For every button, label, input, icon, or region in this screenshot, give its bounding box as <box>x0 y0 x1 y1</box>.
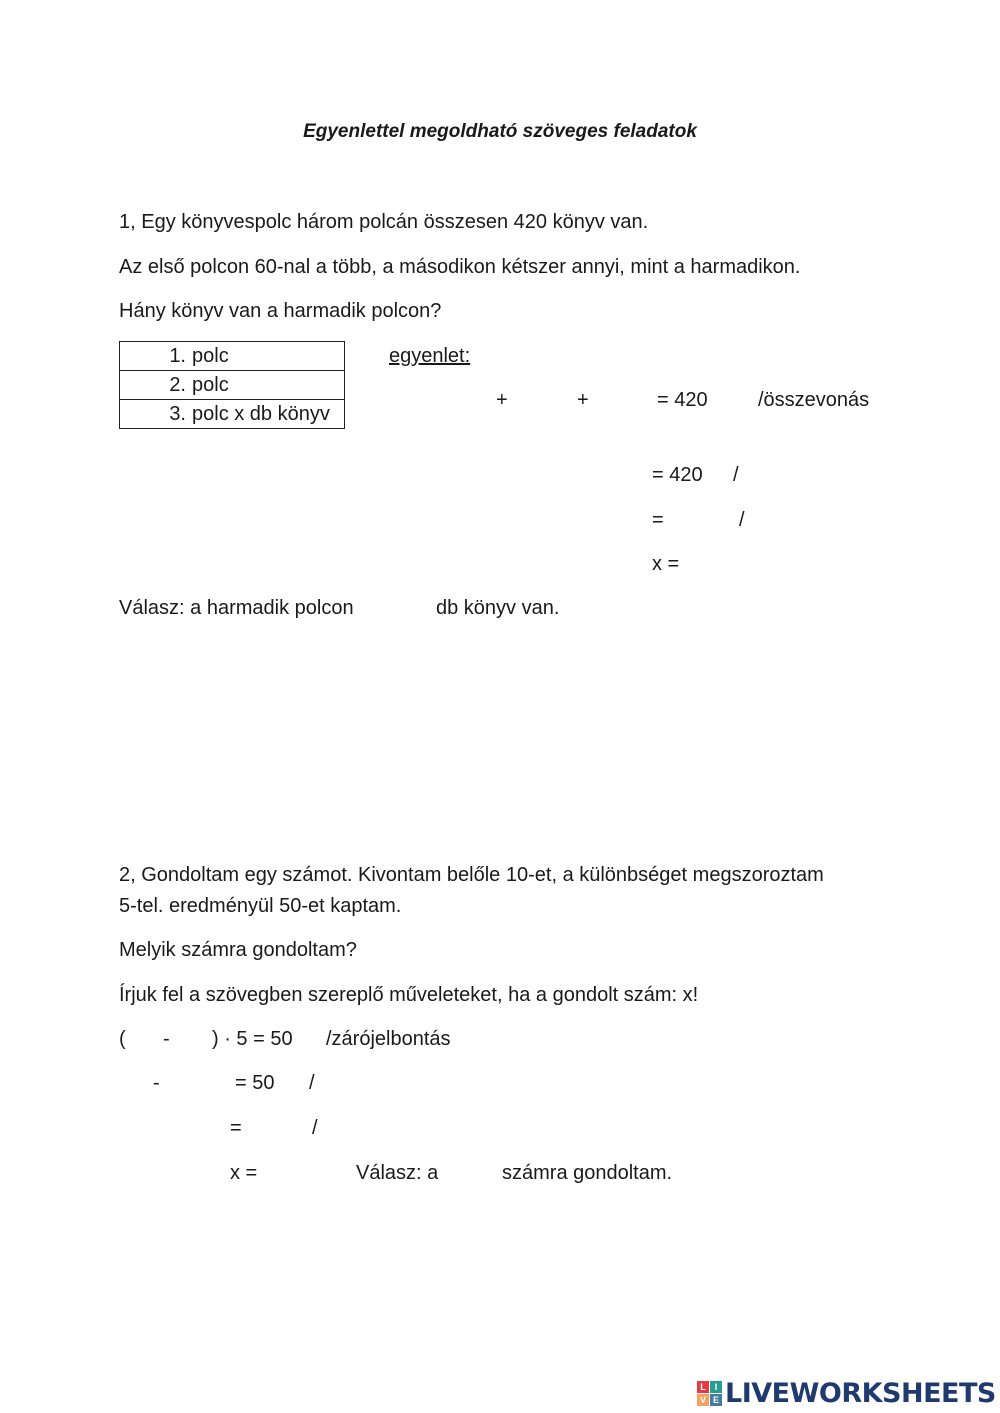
logo-square: L <box>697 1381 709 1393</box>
t2-answer-end: számra gondoltam. <box>502 1162 673 1184</box>
liveworksheets-logo <box>697 1376 996 1410</box>
equation-label: egyenlet: <box>389 345 471 367</box>
t2-row1-open-paren: ( <box>119 1028 126 1050</box>
t2-row1-note: /zárójelbontás <box>326 1028 451 1050</box>
t2-row3-equals: = <box>230 1117 242 1139</box>
task1-question: Hány könyv van a harmadik polcon? <box>119 300 442 322</box>
eq1-note: /összevonás <box>758 389 870 411</box>
t2-row1-minus: - <box>163 1028 170 1050</box>
row-label: polc <box>192 345 229 367</box>
task1-answer-end: db könyv van. <box>436 597 560 619</box>
row-number: 2. <box>169 374 186 396</box>
task1-line1: 1, Egy könyvespolc három polcán összesen 420 könyv van. <box>119 211 649 233</box>
document-title: Egyenlettel megoldható szöveges feladatok <box>303 121 697 142</box>
eq2-slash: / <box>733 464 739 486</box>
task2-line2: 5-tel. eredményül 50-et kaptam. <box>119 895 402 917</box>
eq1-result: = 420 <box>657 389 708 411</box>
t2-row2-result: = 50 <box>235 1072 275 1094</box>
task1-answer-start: Válasz: a harmadik polcon <box>119 597 354 619</box>
t2-row2-slash: / <box>309 1072 315 1094</box>
task2-instruction: Írjuk fel a szövegben szereplő műveleteket, ha a gondolt szám: x! <box>119 984 699 1006</box>
table-row <box>120 342 345 371</box>
shelf-table <box>119 341 345 429</box>
eq3-equals: = <box>652 509 664 531</box>
t2-row1-rest: ) · 5 = 50 <box>212 1028 293 1050</box>
table-cell <box>120 342 345 371</box>
logo-text: LIVEWORKSHEETS <box>725 1377 996 1409</box>
eq1-plus-2: + <box>577 389 589 411</box>
task1-line2: Az első polcon 60-nal a több, a másodikon kétszer annyi, mint a harmadikon. <box>119 256 801 278</box>
eq1-plus-1: + <box>496 389 508 411</box>
eq2-result: = 420 <box>652 464 703 486</box>
table-cell <box>120 400 345 429</box>
t2-answer-start: Válasz: a <box>356 1162 439 1184</box>
task2-line1: 2, Gondoltam egy számot. Kivontam belőle 10-et, a különbséget megszoroztam <box>119 864 824 886</box>
t2-row4-x: x = <box>230 1162 258 1184</box>
row-number: 3. <box>169 403 186 425</box>
table-cell <box>120 371 345 400</box>
eq4-x: x = <box>652 553 680 575</box>
logo-square: I <box>710 1381 722 1393</box>
t2-row3-slash: / <box>312 1117 318 1139</box>
task2-question: Melyik számra gondoltam? <box>119 939 357 961</box>
eq3-slash: / <box>739 509 745 531</box>
logo-mark-icon <box>697 1381 722 1406</box>
row-label: polc <box>192 374 229 396</box>
row-label: polc x db könyv <box>192 403 330 425</box>
table-row <box>120 400 345 429</box>
t2-row2-minus: - <box>153 1072 160 1094</box>
row-number: 1. <box>169 345 186 367</box>
logo-square: V <box>697 1394 709 1406</box>
logo-square: E <box>710 1394 722 1406</box>
table-row <box>120 371 345 400</box>
